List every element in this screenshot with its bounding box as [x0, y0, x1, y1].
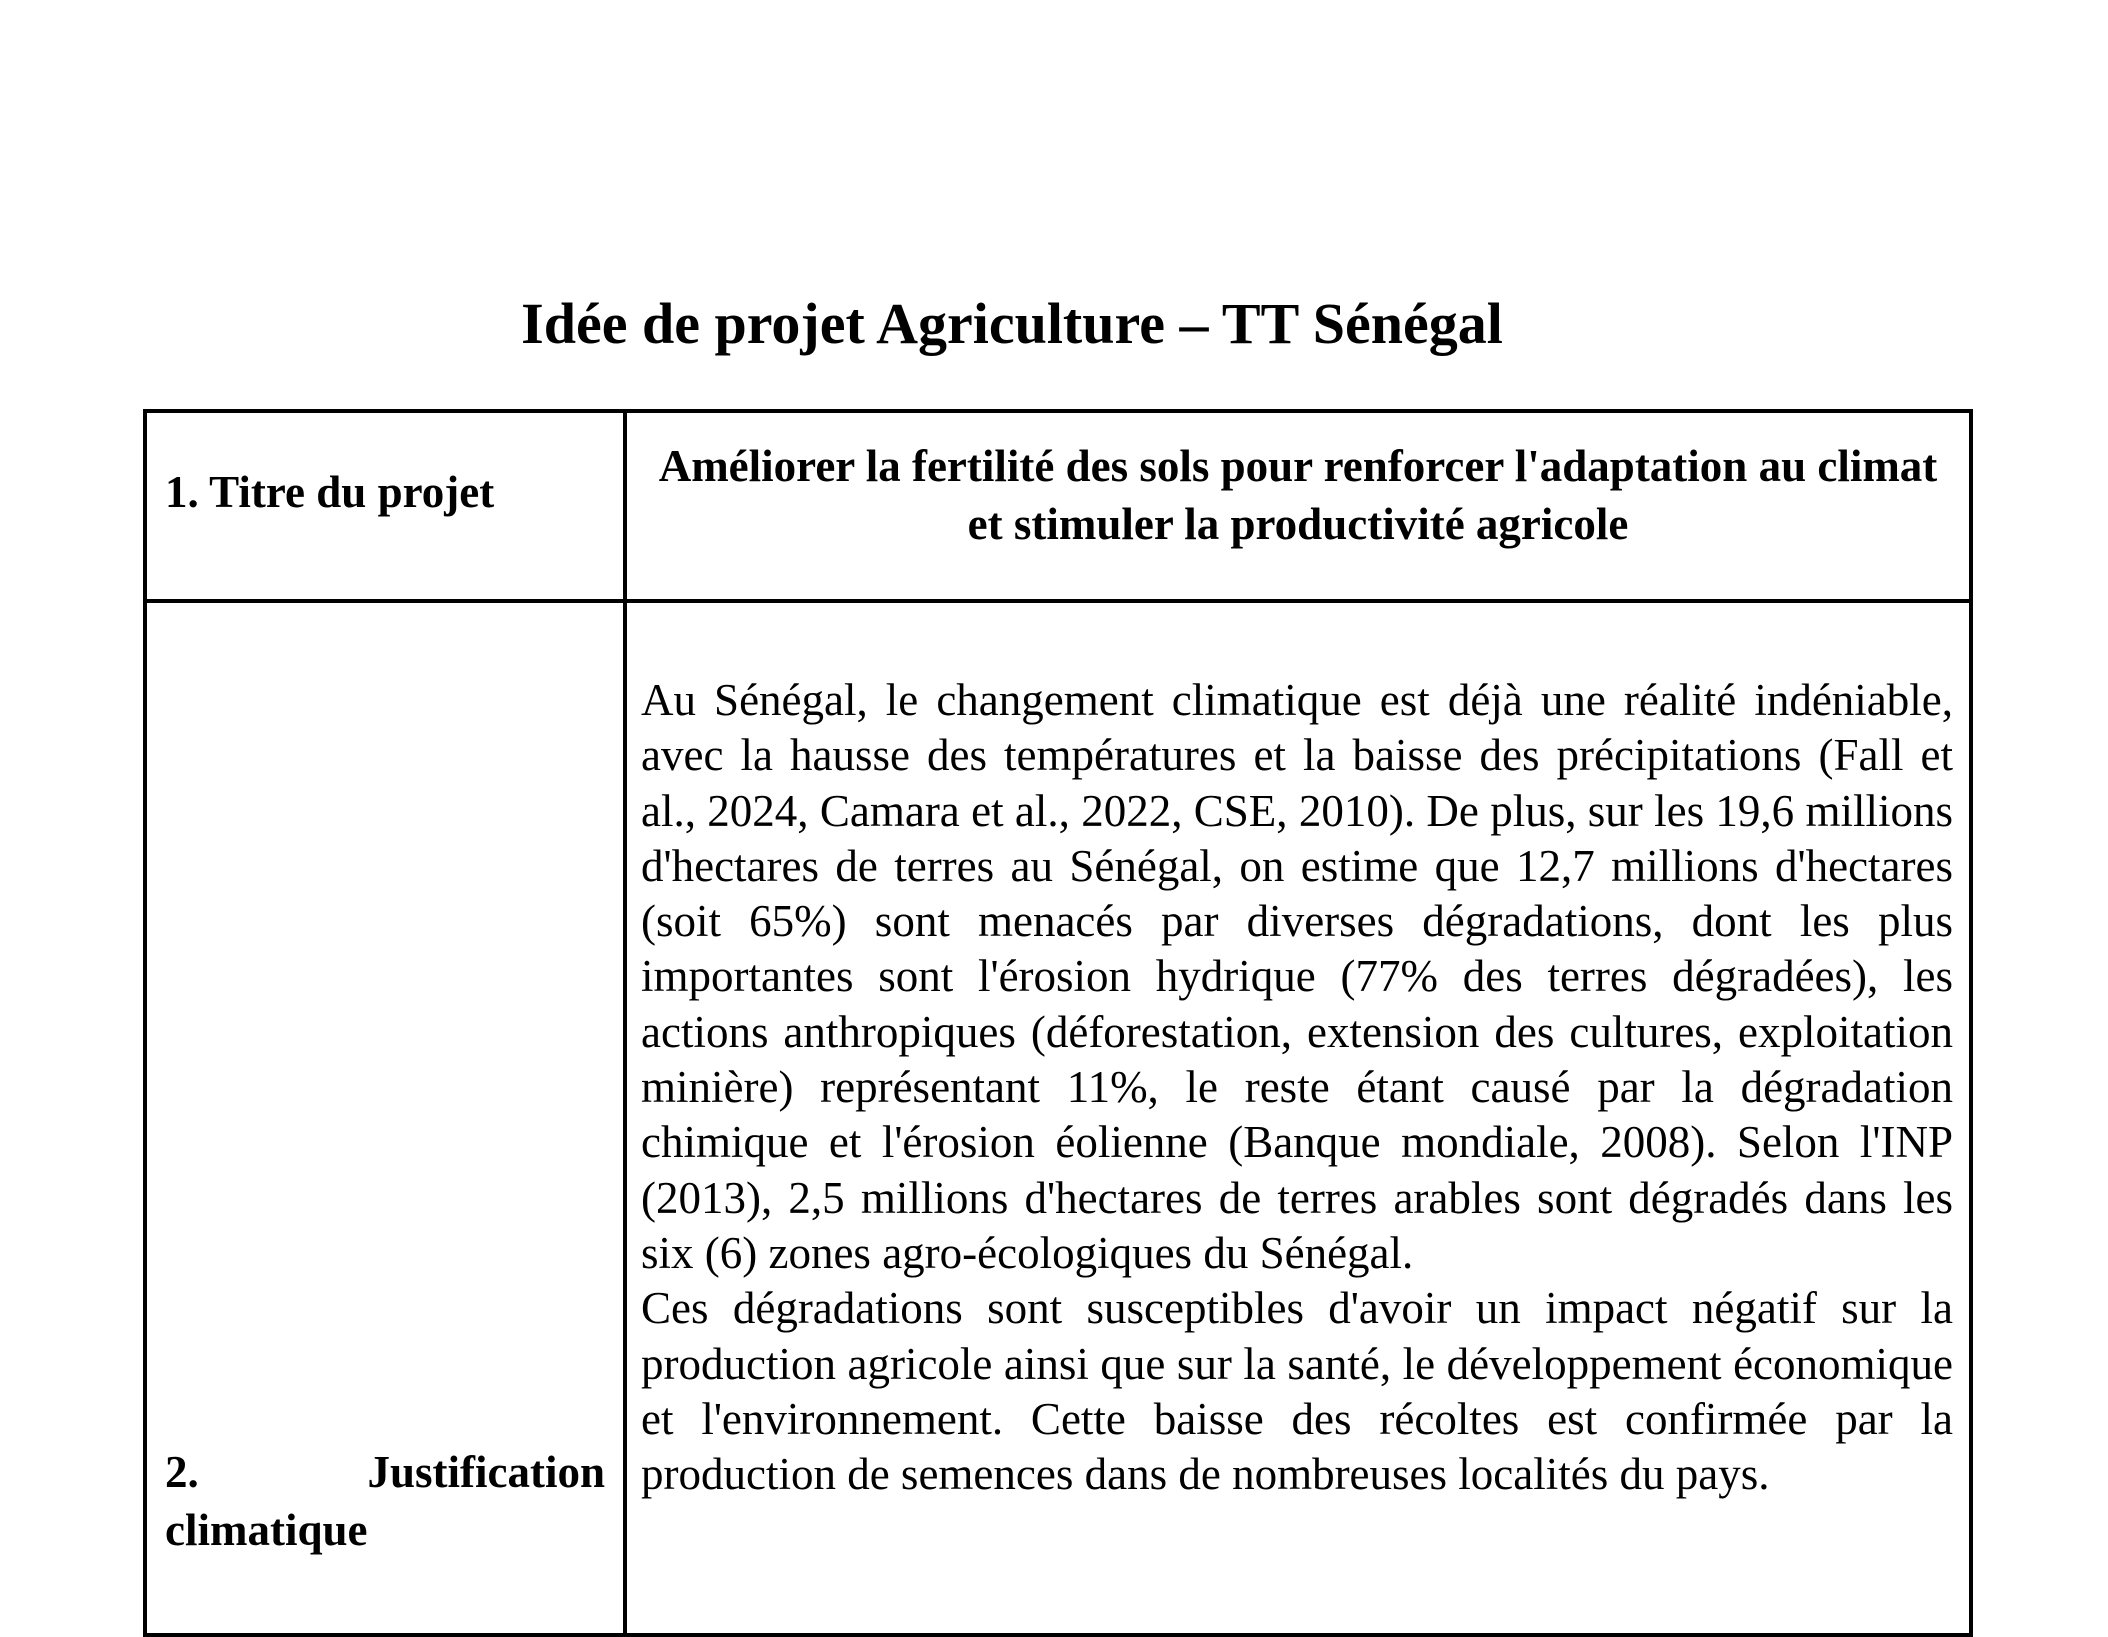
justification-paragraph-1: Au Sénégal, le changement climatique est déjà une réalité indéniable, avec la hausse des températures et la baisse des précipitations (Fall et al., 2024, Camara et al., 2022, CSE, 2010). De plus, sur les 19,6 millions d'hectares de terres au Sénégal, on estime que 12,7 millions d'hectares (soit 65%) sont menacés par diverses dégradations, dont les plus importantes sont l'érosion hydrique (77% des terres dégradées), les actions anthropiques (déforestation, extension des cultures, exploitation minière) représentant 11%, le reste étant causé par la dégradation chimique et l'érosion éolienne (Banque mondiale, 2008). Selon l'INP (2013), 2,5 millions d'hectares de terres arables sont dégradés dans les six (6) zones agro-écologiques du Sénégal.: [641, 675, 1953, 1278]
table-row-title: [145, 411, 1971, 601]
justification-label-number: 2.: [165, 1447, 199, 1497]
justification-body-cell: [625, 601, 1971, 1635]
project-table-container: [143, 409, 1969, 1555]
table-row-justification: [145, 601, 1971, 1635]
justification-paragraph-2: Ces dégradations sont susceptibles d'avoir un impact négatif sur la production agricole ainsi que sur la santé, le développement économique et l'environnement. Cette baisse des récoltes est confirmée par la production de semences dans de nombreuses localités du pays.: [641, 1283, 1953, 1500]
justification-label-word: Justification: [367, 1447, 605, 1497]
project-title-value: Améliorer la fertilité des sols pour renforcer l'adaptation au climat et stimuler la productivité agricole: [625, 411, 1971, 601]
project-title-label: 1. Titre du projet: [145, 411, 625, 601]
project-table: [143, 409, 1973, 1637]
justification-label-continuation: climatique: [165, 1505, 368, 1555]
justification-label-cell: [145, 601, 625, 1635]
document-title: Idée de projet Agriculture – TT Sénégal: [521, 291, 1503, 356]
justification-label: [165, 1443, 605, 1559]
